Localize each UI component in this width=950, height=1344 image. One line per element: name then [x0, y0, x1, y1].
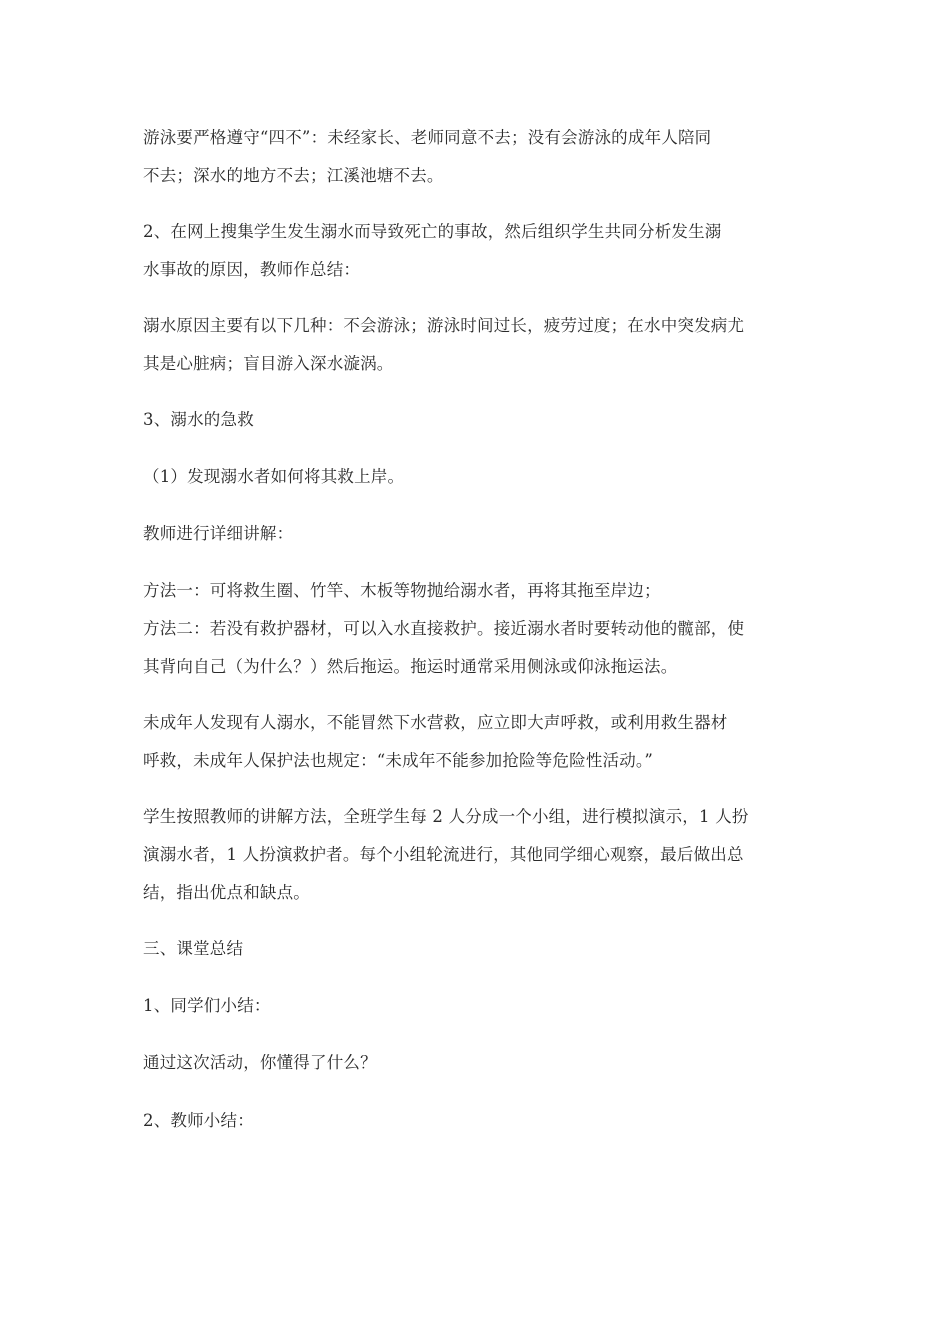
text-line: 其背向自己（为什么？）然后拖运。拖运时通常采用侧泳或仰泳拖运法。 — [143, 657, 678, 676]
text-line: 方法一：可将救生圈、竹竿、木板等物抛给溺水者，再将其拖至岸边； — [143, 581, 661, 600]
text-line: 呼救，未成年人保护法也规定：“未成年不能参加抢险等危险性活动。” — [143, 751, 654, 770]
text-line: 方法二：若没有救护器材，可以入水直接救护。接近溺水者时要转动他的髋部，使 — [143, 619, 745, 638]
text-line: 演溺水者，1 人扮演救护者。每个小组轮流进行，其他同学细心观察，最后做出总 — [143, 845, 744, 864]
text-line: 未成年人发现有人溺水，不能冒然下水营救，应立即大声呼救，或利用救生器材 — [143, 713, 728, 732]
text-line: 2、在网上搜集学生发生溺水而导致死亡的事故，然后组织学生共同分析发生溺 — [143, 222, 722, 241]
text-line: 游泳要严格遵守“四不”：未经家长、老师同意不去；没有会游泳的成年人陪同 — [143, 128, 712, 147]
text-line: 结，指出优点和缺点。 — [143, 883, 310, 902]
text-line: 1、同学们小结： — [143, 996, 271, 1015]
text-line: （1）发现溺水者如何将其救上岸。 — [143, 467, 405, 486]
text-line: 2、教师小结： — [143, 1111, 254, 1130]
text-line: 不去；深水的地方不去；江溪池塘不去。 — [143, 166, 444, 185]
section-heading: 三、课堂总结 — [143, 939, 244, 958]
text-line: 溺水原因主要有以下几种：不会游泳；游泳时间过长，疲劳过度；在水中突发病尤 — [143, 316, 745, 335]
section-heading: 3、溺水的急救 — [143, 410, 254, 429]
text-line: 通过这次活动，你懂得了什么？ — [143, 1053, 377, 1072]
text-line: 教师进行详细讲解： — [143, 524, 294, 543]
text-line: 学生按照教师的讲解方法，全班学生每 2 人分成一个小组，进行模拟演示，1 人扮 — [143, 807, 749, 826]
text-line: 其是心脏病；盲目游入深水漩涡。 — [143, 354, 394, 373]
text-line: 水事故的原因，教师作总结： — [143, 260, 361, 279]
